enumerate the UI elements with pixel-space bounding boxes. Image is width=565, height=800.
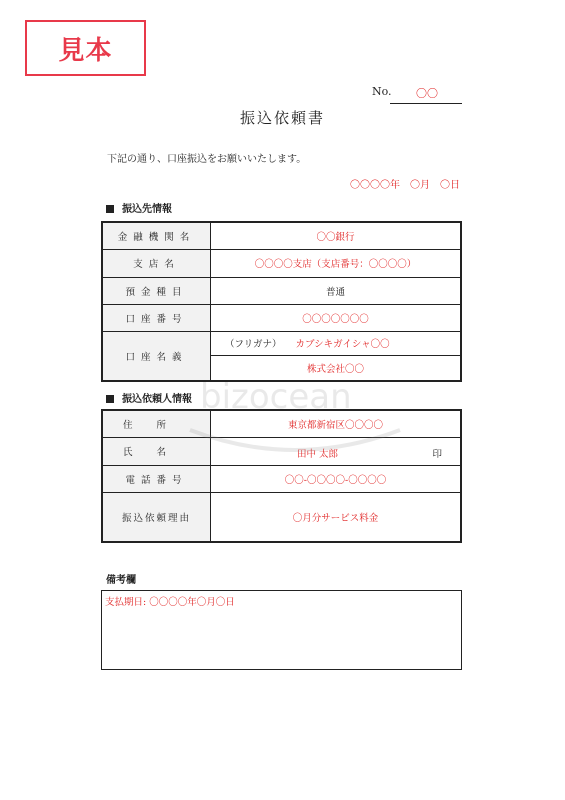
value-bank-name: 〇〇銀行 [211, 222, 462, 249]
value-reason: 〇月分サービス料金 [211, 492, 462, 542]
table-row [102, 304, 461, 331]
table-row [102, 410, 461, 437]
remarks-box [101, 590, 462, 670]
label-reason: 振込依頼理由 [102, 492, 211, 542]
sample-stamp-text: 見本 [58, 35, 113, 66]
intro-text: 下記の通り、口座振込をお願いいたします。 [107, 154, 307, 165]
requester-table [101, 409, 462, 543]
section-heading-requester-text: 振込依頼人情報 [122, 394, 192, 405]
watermark-text: bizocean [200, 377, 352, 417]
table-row [102, 277, 461, 304]
seal-mark: 印 [432, 448, 442, 460]
label-address: 住所 [102, 410, 211, 437]
doc-no-underline [390, 103, 462, 104]
remarks-heading: 備考欄 [106, 575, 136, 586]
kana-label: （フリガナ） [225, 339, 282, 350]
value-holder-name: 株式会社〇〇 [211, 355, 462, 381]
value-branch: 〇〇〇〇支店（支店番号：〇〇〇〇） [211, 249, 462, 277]
doc-no-value: 〇〇 [416, 87, 438, 100]
label-bank-name: 金融機関名 [102, 222, 211, 249]
label-phone: 電話番号 [102, 465, 211, 492]
table-row [102, 465, 461, 492]
table-row [102, 222, 461, 249]
document-title: 振込依頼書 [239, 109, 325, 127]
table-row [102, 492, 461, 542]
section-heading-payee-text: 振込先情報 [122, 204, 172, 215]
label-account-type: 預金種目 [102, 277, 211, 304]
remarks-text: 支払期日: 〇〇〇〇年〇月〇日 [105, 597, 235, 608]
section-heading-payee [106, 200, 172, 215]
value-holder-kana: カブシキガイシャ〇〇 [295, 339, 390, 350]
value-name: 田中 太郎 [297, 448, 339, 460]
table-row [102, 249, 461, 277]
label-account-holder: 口座名義 [102, 331, 211, 381]
table-row [102, 437, 461, 465]
value-phone: 〇〇-〇〇〇〇-〇〇〇〇 [211, 465, 462, 492]
label-name: 氏名 [102, 437, 211, 465]
sample-stamp [25, 20, 146, 76]
table-row [102, 331, 461, 355]
payee-table [101, 221, 462, 382]
value-account-number: 〇〇〇〇〇〇〇 [211, 304, 462, 331]
doc-no-label: No. [372, 85, 392, 98]
value-holder-kana-cell [211, 331, 462, 355]
document-date: 〇〇〇〇年 〇月 〇日 [350, 180, 460, 191]
section-heading-requester [106, 390, 192, 405]
value-address: 東京都新宿区〇〇〇〇 [211, 410, 462, 437]
value-account-type: 普通 [211, 277, 462, 304]
label-branch: 支店名 [102, 249, 211, 277]
label-account-number: 口座番号 [102, 304, 211, 331]
value-name-cell [211, 437, 462, 465]
